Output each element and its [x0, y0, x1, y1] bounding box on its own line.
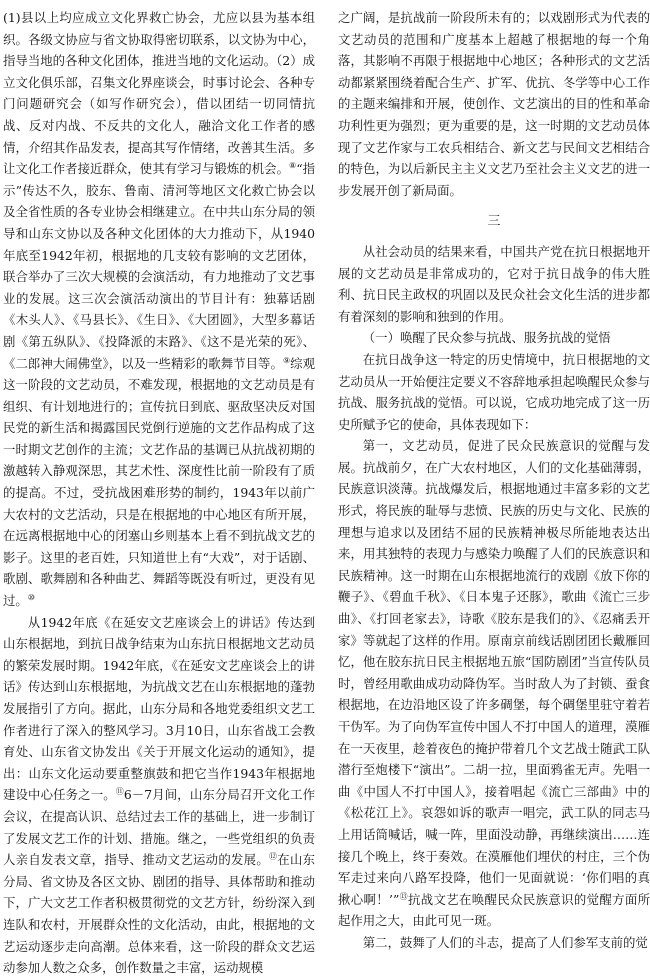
body-paragraph — [3, 7, 315, 612]
body-paragraph — [3, 612, 315, 979]
left-column — [3, 7, 315, 979]
body-paragraph: 第二，鼓舞了人们的斗志，提高了人们参军支前的觉 — [362, 934, 648, 950]
footnote-marker: ⑧ — [289, 161, 297, 171]
body-paragraph: 在抗日战争这一特定的历史情境中，抗日根据地的文艺动员从一开始便注定要义不容辞地承担起唤醒民众参与抗战、服务抗战的觉悟。可以说，它成功地完成了这一历史所赋予它的使命，具体表现如下： — [338, 351, 650, 432]
subheading: （一）唤醒了民众参与抗战、服务抗战的觉悟 — [362, 330, 611, 346]
section-number: 三 — [487, 214, 501, 230]
paragraph-text: 抗战文艺在唤醒民众民族意识的觉醒方面所起作用之大，由此可见一斑。 — [338, 891, 650, 929]
paragraph-text: (1)县以上均应成立文化界救亡协会，尤应以县为基本组织。各级文协应与省文协取得密切联系，以文协为中心，指导当地的各种文化团体，推进当地的文化运动。（2）成立文化俱乐部，召集文化界座谈会，时事讨论会、各种专门问题研究会（如写作研究会），借以团结一切同情抗战、反对内战、不反共的文化人，融洽文化工作者的感情，介绍其作品发表，提高其写作情绪，改善其生活。多让文化工作者接近群众，使其有学习与锻炼的机会。 — [3, 10, 315, 177]
paragraph-text: 第一，文艺动员，促进了民众民族意识的觉醒与发展。抗战前夕，在广大农村地区，人们的文化基础薄弱，民族意识淡薄。抗战爆发后，根据地通过丰富多彩的文艺形式，将民族的耻辱与悲愤、民族的历史与文化、民族的理想与追求以及团结不屈的民族精神极尽所能地表达出来，用其独特的表现力与感染力唤醒了人们的民族意识和民族精神。这一时期在山东根据地流行的戏剧《放下你的鞭子》、《碧血千秋》、《日本鬼子还豚》，歌曲《流亡三步曲》、《打回老家去》，诗歌《胶东是我们的》、《忍痛丢开家》等就起了这样的作用。原南京前线话剧团团长戴雁回忆，他在胶东抗日民主根据地五旅“国防剧团”当宣传队员时，曾经用歌曲成功动降伪军。当时敌人为了封锁、蚕食根据地，在边沿地区设了许多碉堡，每个碉堡里驻守着若干伪军。为了向伪军宣传中国人不打中国人的道理，漠雁在一天夜里，趁着夜色的掩护带着几个文艺战士随武工队潜行至炮楼下“演出”。二胡一拉，里面鸦雀无声。先唱一曲《中国人不打中国人》，接着唱起《流亡三部曲》中的《松花江上》。哀怨如诉的歌声一唱完，武工队的同志马上用话筒喊话，喊一阵，里面没动静，再继续演出……连接几个晚上，终于奏效。在漠雁他们埋伏的村庄，三个伪军走过来向八路军投降，他们一见面就说：‘你们唱的真揪心啊！’” — [338, 438, 650, 907]
footnote-marker: ⑩ — [27, 592, 35, 602]
footnote-marker: ⑬ — [399, 891, 409, 901]
paragraph-text: “指示”传达不久，胶东、鲁南、清河等地区文化救亡协会以及全省性质的各专业协会相继建立。在中共山东分局的领导和山东文协以及各种文化团体的大力推动下，从1940年底至1942年初，根据地的几支较有影响的文艺团体，联合举办了三次大规模的会演活动，有力地推动了文艺事业的发展。这三次会演活动演出的节目计有：独幕话剧《木头人》、《马县长》、《生日》、《大团圆》，大型多幕话剧《第五纵队》、《投降派的末路》、《这不是光荣的死》、《二郎神大闹佛堂》，以及一些精彩的歌舞节目等。 — [3, 161, 316, 371]
footnote-marker: ⑪ — [115, 787, 124, 797]
body-paragraph: 从社会动员的结果来看，中国共产党在抗日根据地开展的文艺动员是非常成功的，它对于抗日战争的伟大胜利、抗日民主政权的巩固以及民众社会文化生活的进步都有着深刻的影响和独到的作用。 — [338, 243, 650, 324]
paragraph-text: 综观这一阶段的文艺动员，不难发现，根据地的文艺动员是有组织、有计划地进行的；宣传抗日到底、驱敌坚决反对国民党的新生活和揭露国民党倒行逆施的文艺作品构成了这一时期文艺创作的主流；文艺作品的基调已从抗战初期的激越转入静观深思，其艺术性、深度性比前一阶段有了质的提高。不过，受抗战困难形势的制约，1943年以前广大农村的文艺活动，只是在根据地的中心地区有所开展，在远离根据地中心的闭塞山乡则基本上看不到抗战文艺的影子。这里的老百姓，只知道世上有“大戏”，对于话剧、歌剧、歌舞剧和各种曲艺、舞蹈等既没有听过，更没有见过。 — [3, 355, 316, 609]
body-paragraph: 之广阔，是抗战前一阶段所未有的；以戏剧形式为代表的文艺动员的范围和广度基本上超越了根据地的每一个角落，其影响不再限于根据地中心地区；各种形式的文艺活动都紧紧围绕着配合生产、扩军、优抗、冬学等中心工作的主题来编排和开展，使创作、文艺演出的目的性和革命功利性更为强烈；更为重要的是，这一时期的文艺动员体现了文艺作家与工农兵相结合、新文艺与民间文艺相结合的特色，为以后新民主主义文艺乃至社会主义文艺的进一步发展开创了新局面。 — [338, 10, 650, 198]
paragraph-text: 在山东分局、省文协及各区文协、剧团的指导、具体帮助和推动下，广大文艺工作者积极贯彻党的文艺方针，纷纷深入到连队和农村，开展群众性的文化活动，由此，根据地的文艺运动逐步走向高潮。总体来看，这一阶段的群众文艺运动参加人数之众多，创作数量之丰富，运动规模 — [3, 852, 316, 976]
paragraph-text: 6－7月间，山东分局召开文化工作会议，在提高认识、总结过去工作的基础上，进一步制订了发展文艺工作的计划、措施。继之，一些党组织的负责人亲自发表文章，指导、推动文艺运动的发展。 — [3, 787, 315, 868]
footnote-marker: ⑨ — [282, 355, 291, 365]
right-column — [338, 7, 650, 954]
body-paragraph — [338, 435, 650, 932]
footnote-marker: ⑫ — [269, 852, 278, 862]
paragraph-text: 从1942年底《在延安文艺座谈会上的讲话》传达到山东根据地，到抗日战争结束为山东抗日根据地文艺动员的繁荣发展时期。1942年底，《在延安文艺座谈会上的讲话》传达到山东根据地，为抗战文艺在山东根据地的蓬勃发展指引了方向。据此，山东分局和各地党委组织文艺工作者进行了深入的整风学习。3月10日，山东省战工会教育处、山东省文协发出《关于开展文化运动的通知》，提出：山东文化运动要重整旗鼓和把它当作1943年根据地建设中心任务之一。 — [3, 614, 315, 803]
